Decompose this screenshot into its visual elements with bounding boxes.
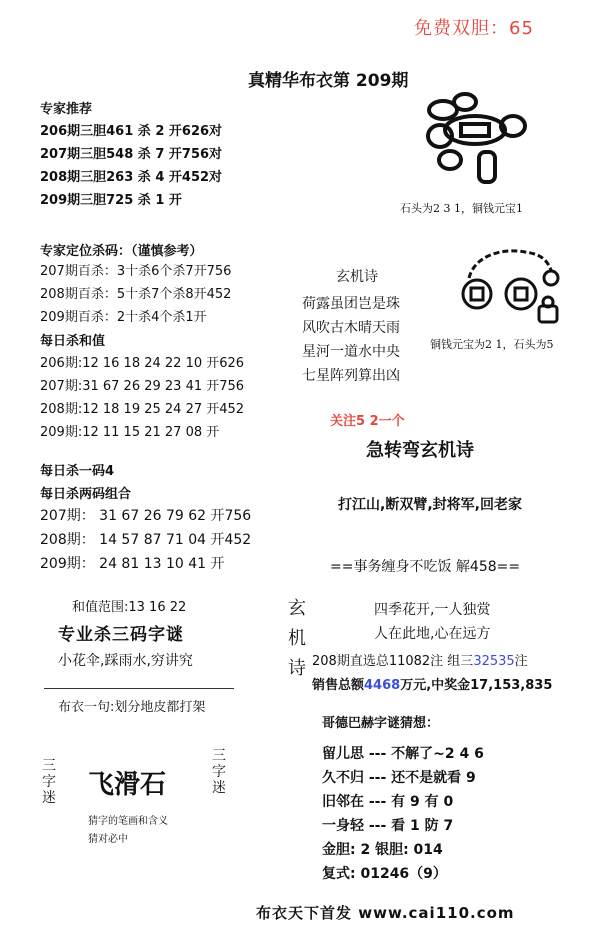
xuanji-lines [302, 292, 400, 388]
goethe-line: 久不归 --- 还不是就看 9 [322, 770, 476, 786]
position-kill-line: 209期百杀：2十杀4个杀1开 [40, 310, 207, 325]
coin-chain-drawing [455, 244, 575, 332]
daily-sum-line: 206期:12 16 18 24 22 10 开626 [40, 356, 245, 371]
expert-header: 专家推荐 [40, 102, 93, 117]
expert-line: 209期三胆725 杀 1 开 [40, 193, 182, 208]
xuanji-line: 七星阵列算出凶 [302, 368, 400, 384]
daily-sum-lines [40, 352, 244, 444]
xuanji-line: 星河一道水中央 [302, 344, 400, 360]
riddle-title: 专业杀三码字谜 [58, 625, 184, 645]
daily-sum-line: 208期:12 18 19 25 24 27 开452 [40, 402, 245, 417]
expert-line: 207期三胆548 杀 7 开756对 [40, 147, 223, 162]
daily-two-line: 207期： 31 67 26 79 62 开756 [40, 508, 252, 524]
daily-two-line: 208期： 14 57 87 71 04 开452 [40, 532, 252, 548]
xuan-line: 四季花开,一人独赏 [374, 602, 491, 618]
sales-unit: 注 [514, 654, 528, 669]
position-kill-lines [40, 260, 231, 329]
expert-line: 206期三胆461 杀 2 开626对 [40, 124, 223, 139]
daily-one-kill: 每日杀一码4 [40, 464, 115, 479]
page-title: 真精华布衣第 209期 [248, 71, 409, 91]
position-kill-header: 专家定位杀码：（谨慎参考） [40, 244, 203, 259]
position-kill-line: 208期百杀：5十杀7个杀8开452 [40, 287, 232, 302]
riddle-text: 小花伞,踩雨水,穷讲究 [58, 653, 193, 669]
free-double-badge: 免费双胆：65 [414, 18, 534, 39]
sales-total-label: 销售总额 [312, 678, 365, 693]
xuan-lines [374, 598, 490, 646]
daily-sum-line: 207期:31 67 26 29 23 41 开756 [40, 379, 245, 394]
goethe-line: 留儿思 --- 不解了~2 4 6 [322, 746, 484, 762]
focus-note: 关注5 2一个 [330, 414, 405, 429]
daily-two-lines [40, 504, 251, 576]
sanzi-right [212, 748, 228, 796]
xuan-vertical-char: 诗 [288, 658, 306, 679]
xuanji-line: 荷露虽团岂是珠 [302, 296, 400, 312]
position-kill-line: 207期百杀：3十杀6个杀7开756 [40, 264, 232, 279]
goethe-line: 复式: 01246（9） [322, 866, 447, 882]
sales-total-value: 4468 [364, 678, 401, 693]
expert-line: 208期三胆263 杀 4 开452对 [40, 170, 223, 185]
xuan-vertical [288, 594, 306, 684]
daily-two-header: 每日杀两码组合 [40, 487, 132, 502]
daily-sum-header: 每日杀和值 [40, 334, 106, 349]
stone-caption-1: 石头为2 3 1，铜钱元宝1 [400, 202, 523, 215]
sales-line-2 [312, 674, 552, 693]
stone-coin-drawing [395, 90, 545, 190]
jizhuan-title: 急转弯玄机诗 [366, 440, 474, 461]
sales-direct-label: 208期直选总11082注 组三 [312, 654, 474, 669]
daily-two-line: 209期： 24 81 13 10 41 开 [40, 556, 225, 572]
guess-line-2: 猜对必中 [88, 834, 128, 845]
xuan-vertical-char: 玄 [288, 598, 306, 619]
expert-lines [40, 120, 222, 212]
xuanji-header: 玄机诗 [336, 269, 378, 285]
shiwu-line: ==事务缠身不吃饭 解458== [330, 559, 521, 575]
xuanji-line: 风吹古木晴天雨 [302, 320, 400, 336]
guess-line-1: 猜字的笔画和含义 [88, 816, 168, 827]
goethe-lines [322, 742, 484, 886]
stone-caption-2: 铜钱元宝为2 1，石头为5 [430, 338, 554, 351]
sales-group3-count: 32535 [473, 654, 515, 669]
footer-site: 布衣天下首发 www.cai110.com [256, 904, 515, 922]
sales-prize: 万元,中奖金17,153,835 [400, 678, 553, 693]
goethe-line: 金胆: 2 银胆: 014 [322, 842, 443, 858]
buyi-line: 布衣一句:划分地皮都打架 [58, 700, 206, 715]
goethe-header: 哥德巴赫字谜猜想： [322, 716, 440, 731]
feihua-riddle: 飞滑石 [88, 770, 167, 800]
jizhuan-line: 打江山,断双臂,封将军,回老家 [338, 497, 522, 513]
sanzi-right-text: 三字迷 [212, 748, 226, 796]
daily-sum-line: 209期:12 11 15 21 27 08 开 [40, 425, 220, 440]
goethe-line: 旧邻在 --- 有 9 有 0 [322, 794, 454, 810]
xuan-vertical-char: 机 [288, 628, 306, 649]
sanzi-left-text: 三字迷 [42, 758, 56, 806]
goethe-line: 一身轻 --- 看 1 防 7 [322, 818, 454, 834]
sales-line-1 [312, 650, 528, 669]
sanzi-left [42, 758, 58, 806]
sum-range: 和值范围:13 16 22 [72, 600, 187, 615]
divider [44, 688, 234, 689]
xuan-line: 人在此地,心在远方 [374, 626, 491, 642]
